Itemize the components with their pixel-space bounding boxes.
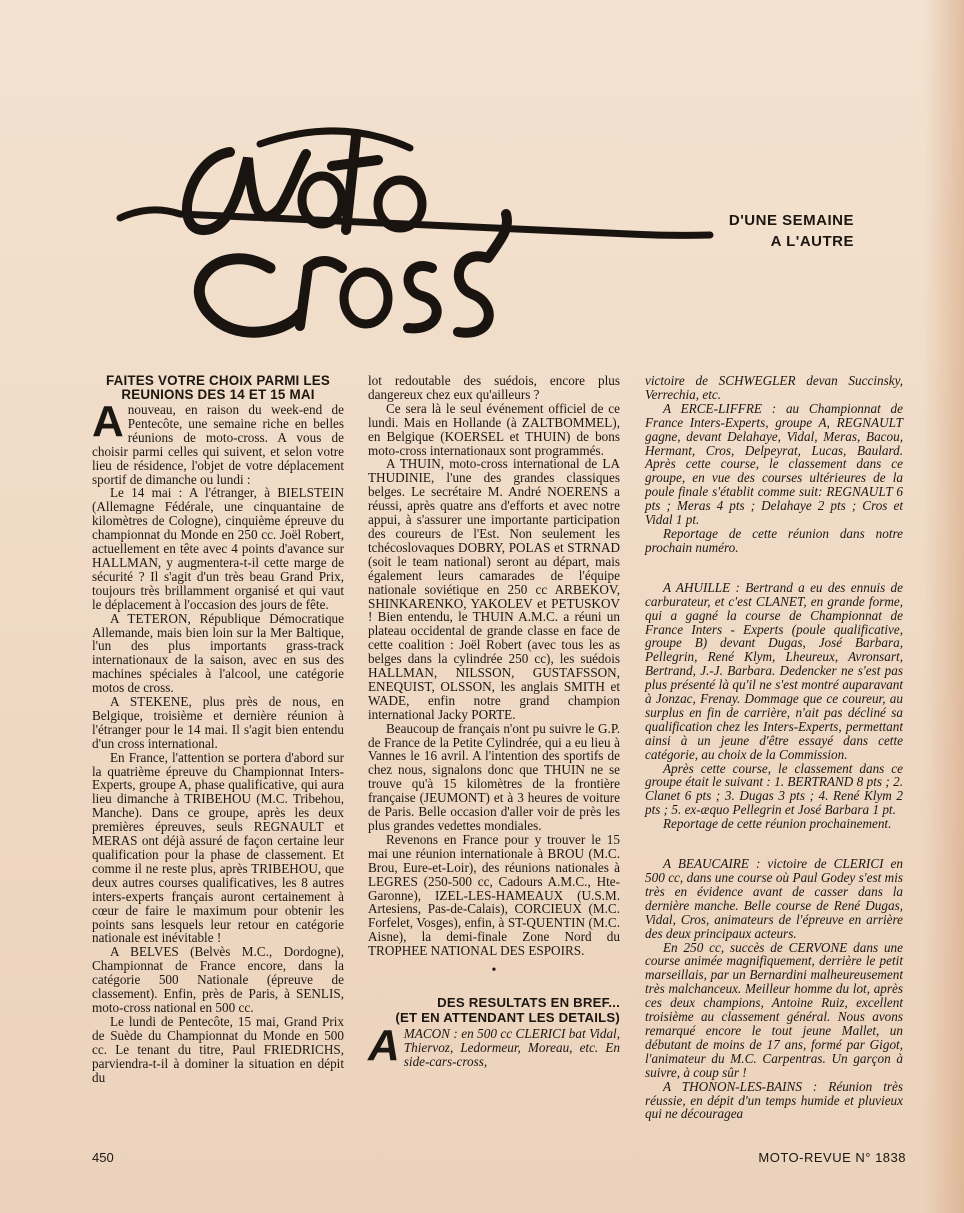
paragraph [92,397,344,487]
paragraph-text: MACON : en 500 cc CLERICI bat Vidal, Thiervoz, Ledormeur, Moreau, etc. En side-cars-cross, [403,1026,620,1069]
paragraph: Beaucoup de français n'ont pu suivre le G.P. de France de la Petite Cylindrée, qui a eu lieu à Vannes le 16 avril. A l'intention des sportifs de chez nous, signalons donc que THUIN ne se trouve qu'à 15 kilomètres de la frontière française (JEUMONT) et à 3 heures de voiture de Paris. Belle occasion d'aller voir de près les plus grandes vedettes mondiales. [368,720,620,833]
paragraph: En France, l'attention se portera d'abord sur la quatrième épreuve du Championnat Inters-Experts, groupe A, phase qualificative, qui aura lieu dimanche à TRIBEHOU (M.C. Tribehou, Manche). Dans ce groupe, après les deux premières épreuves, seuls REGNAULT et MERAS ont déjà assuré de façon certaine leur qualification pour la phase de classement. Et comme il ne reste plus, après TRIBEHOU, que deux autres courses qualificatives, les 8 autres inters-experts français auront certainement à cœur de faire le maximum pour obtenir les points sans lesquels leur retour en catégorie nationale est inévitable ! [92,749,344,946]
paragraph: En 250 cc, succès de CERVONE dans une course animée magnifiquement, derrière le petit marseillais, par un Bernardini malheureusement très malchanceux. Meilleur homme du lot, après ces deux champions, Antoine Ruiz, excellent troisième au classement général. Nous avons remarqué encore le tout jeune Mallet, un débutant de moins de 17 ans, formé par Gigot, l'animateur du M.C. Carpentras. Un garçon à suivre, à coup sûr ! [645,939,903,1080]
section-separator [645,561,903,575]
paragraph: victoire de SCHWEGLER devan Succinsky, Verrechia, etc. [645,373,903,402]
results-headline [368,996,620,1025]
drop-cap: A [368,1021,400,1071]
section-kicker [654,210,854,252]
magazine-issue: MOTO-REVUE N° 1838 [758,1150,906,1165]
drop-cap: A [92,397,124,446]
section-separator: • [491,963,497,979]
article-headline: FAITES VOTRE CHOIX PARMI LES REUNIONS DES 14 ET 15 MAI [105,373,331,402]
kicker-line-1: D'UNE SEMAINE [728,212,854,229]
paragraph: Revenons en France pour y trouver le 15 mai une réunion internationale à BROU (M.C. Brou, Eure-et-Loir), des réunions nationales à LEGRES (250-500 cc, Cadours A.M.C., Hte-Garonne), IZEL-LES-HAMEAUX (U.S.M. Artesiens, Pas-de-Calais), CORCIEUX (M.C. Forfelet, Vosges), enfin, à ST-QUENTIN (M.C. Aisne), la demi-finale Zone Nord du TROPHEE NATIONAL DES ESPOIRS. [368,831,620,959]
page-number: 450 [92,1150,114,1165]
article-column-3 [645,374,903,1121]
paragraph: Reportage de cette réunion dans notre prochain numéro. [645,525,903,555]
paragraph: A AHUILLE : Bertrand a eu des ennuis de carburateur, et c'est CLANET, en grande forme, qui a gagné la course de Championnat de France Inters - Experts (poule qualificative, groupe B) devant Dugas, José Barbara, Pellegrin, René Klym, Lheureux, Avronsart, Bertrand, J.-J. Barbara. Dedencker ne s'est pas plus présenté là qu'il ne s'est montré auparavant à Jonzac, Frenay. Dommage que ce coureur, au surplus en fin de carrière, n'ait pas décliné sa qualification chez les Inters-Experts, permettant ainsi à un jeune d'être essayé dans cette catégorie, au choix de la Commission. [645,579,903,762]
paragraph: A THUIN, moto-cross international de LA THUDINIE, l'une des grandes classiques belges. Le secrétaire M. André NOERENS a réussi, après quatre ans d'efforts et avec notre appui, à s'assurer une importante participation des coureurs de l'Est. Non seulement les tchécoslovaques DOBRY, POLAS et STRNAD (soit le team national) seront au départ, mais également leurs camarades de l'équipe nationale soviétique en 250 cc ARBEKOV, SHINKARENKO, YAKOLEV et PETUSKOV ! Bien entendu, le THUIN A.M.C. a réuni un plateau occidental de grande classe en face de cette coalition : Joël Robert (avec tous les as belges dans la cylindrée 250 cc), les suédois HALLMAN, NILSSON, GUSTAFSSON, ENEQUIST, OLSSON, les anglais SMITH et WADE, enfin notre grand champion international Jacky PORTE. [368,456,620,722]
results-headline-line-1: DES RESULTATS EN BREF... [437,995,620,1011]
section-separator [645,837,903,851]
paragraph: Le 14 mai : A l'étranger, à BIELSTEIN (Allemagne Fédérale, une cinquantaine de kilomètres de Cologne), cinquième épreuve du championnat du Monde en 250 cc. Joël Robert, actuellement en tête avec 4 points d'avance sur HALLMAN, y augmentera-t-il cette marge de sécurité ? Il s'agit d'un très beau Grand Prix, toujours très brillamment organisé et qui vaut le déplacement à l'occasion des jours de fête. [92,485,344,612]
paragraph: A ERCE-LIFFRE : au Championnat de France Inters-Experts, groupe A, REGNAULT gagne, devant Delahaye, Vidal, Meras, Bacou, Hermant, Cros, Delpeyrat, Lucas, Baulard. Après cette course, le classement dans ce groupe, en vue des courses ultérieures de la poule finale s'établit comme suit: REGNAULT 6 pts ; Meras 4 pts ; Delahaye 2 pts ; Cros et Vidal 1 pt. [645,400,903,528]
paragraph: Le lundi de Pentecôte, 15 mai, Grand Prix de Suède du Championnat du Monde en 500 cc. Le tenant du titre, Paul FRIEDRICHS, parviendra-t-il à dominer la situation en dépit du [92,1013,344,1085]
paragraph: A STEKENE, plus près de nous, en Belgique, troisième et dernière réunion à l'étranger pour le 14 mai. Il s'agit bien entendu d'un cross international. [92,694,344,751]
paragraph-text: nouveau, en raison du week-end de Pentecôte, une semaine riche en belles réunions de moto-cross. A vous de choisir parmi celles qui suivent, et selon votre lieu de résidence, l'objet de votre déplacement sportif de dimanche ou lundi : [92,402,344,487]
paragraph [368,1021,620,1071]
kicker-line-2: A L'AUTRE [770,233,854,250]
paragraph: Après cette course, le classement dans ce groupe était le suivant : 1. BERTRAND 8 pts ; 2. Clanet 6 pts ; 3. Dugas 3 pts ; 4. René Klym 2 pts ; 5. ex-æquo Pellegrin et José Barbara 1 pt. [645,760,903,818]
article-column-2 [368,374,620,1069]
paragraph: A BELVES (Belvès M.C., Dordogne), Championnat de France encore, dans la catégorie 500 Nationale (épreuve de classement). Enfin, près de Paris, à SENLIS, moto-cross national en 500 cc. [92,944,344,1015]
results-headline-line-2: (ET EN ATTENDANT LES DETAILS) [395,1009,620,1025]
paragraph: A TETERON, République Démocratique Allemande, mais bien loin sur la Mer Baltique, l'un des plus importants grass-track internationaux de la saison, avec en sus des machines spéciales à l'alcool, une catégorie motos de cross. [92,610,344,696]
paragraph: Ce sera là le seul événement officiel de ce lundi. Mais en Hollande (à ZALTBOMMEL), en Belgique (KOERSEL et THUIN) de bons moto-cross internationaux sont programmés. [368,400,620,458]
paragraph: A THONON-LES-BAINS : Réunion très réussie, en dépit d'un temps humide et pluvieux qui ne découragea [645,1078,903,1122]
paragraph: lot redoutable des suédois, encore plus dangereux chez eux qu'ailleurs ? [368,373,620,402]
article-column-1 [92,374,344,1084]
paragraph: Reportage de cette réunion prochainement. [663,816,892,832]
paragraph: A BEAUCAIRE : victoire de CLERICI en 500 cc, dans une course où Paul Godey s'est mis très en évidence avant de casser dans la dernière manche. Belle course de René Dugas, Vidal, Cros, animateurs de l'épreuve en arrière des deux principaux acteurs. [645,856,903,941]
